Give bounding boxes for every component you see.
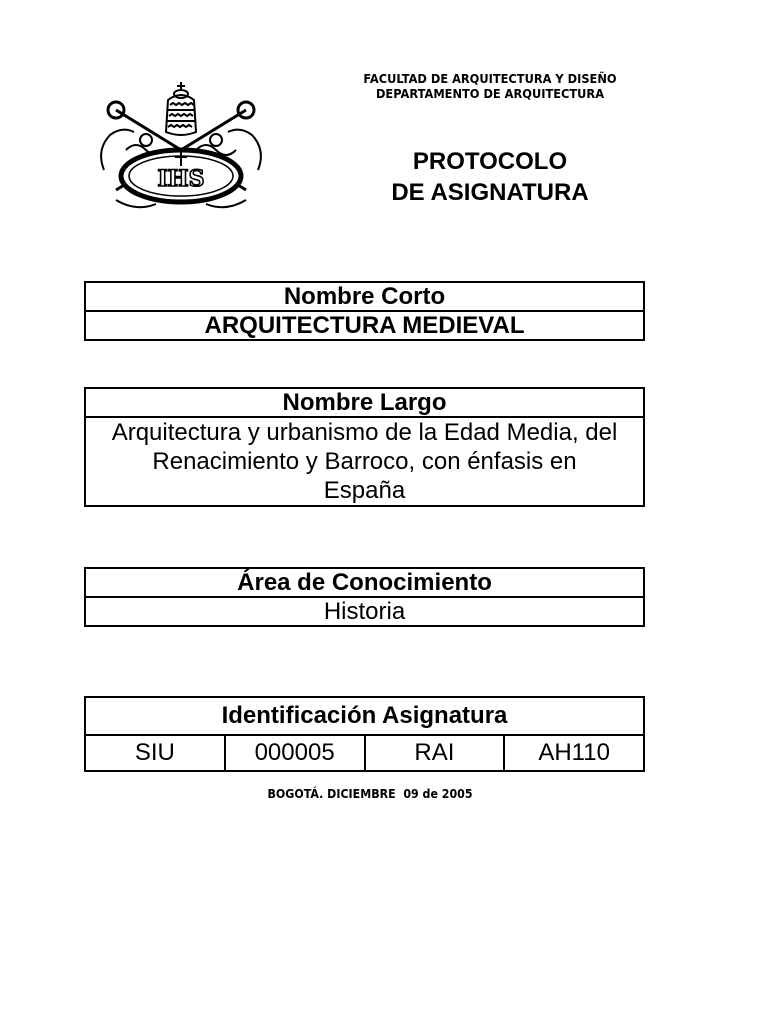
nombre-corto-table bbox=[84, 281, 645, 341]
siu-code: 000005 bbox=[225, 735, 365, 771]
identificacion-label: Identificación Asignatura bbox=[85, 697, 644, 735]
svg-text:IHS: IHS bbox=[157, 166, 205, 192]
jesuit-ihs-emblem-icon bbox=[96, 80, 266, 220]
area-value: Historia bbox=[85, 597, 644, 626]
area-label: Área de Conocimiento bbox=[85, 568, 644, 597]
nombre-largo-label: Nombre Largo bbox=[85, 388, 644, 417]
faculty-header bbox=[329, 72, 652, 102]
department-name: DEPARTAMENTO DE ARQUITECTURA bbox=[375, 87, 605, 101]
page-title bbox=[330, 146, 650, 208]
rai-label: RAI bbox=[365, 735, 505, 771]
siu-label: SIU bbox=[85, 735, 225, 771]
nombre-largo-line: Renacimiento y Barroco, con énfasis en bbox=[152, 448, 577, 475]
title-line-1: PROTOCOLO bbox=[412, 148, 568, 175]
identificacion-table bbox=[84, 696, 645, 772]
nombre-corto-label: Nombre Corto bbox=[85, 282, 644, 311]
area-table bbox=[84, 567, 645, 627]
nombre-largo-line: España bbox=[323, 477, 406, 504]
nombre-largo-line: Arquitectura y urbanismo de la Edad Media, del bbox=[111, 419, 618, 446]
faculty-name: FACULTAD DE ARQUITECTURA Y DISEÑO bbox=[363, 72, 617, 86]
rai-code: AH110 bbox=[504, 735, 644, 771]
date-footer: BOGOTÁ. DICIEMBRE 09 de 2005 bbox=[267, 787, 473, 801]
nombre-corto-value: ARQUITECTURA MEDIEVAL bbox=[85, 311, 644, 340]
title-line-2: DE ASIGNATURA bbox=[391, 179, 589, 206]
nombre-largo-value bbox=[85, 417, 644, 506]
nombre-largo-table bbox=[84, 387, 645, 507]
